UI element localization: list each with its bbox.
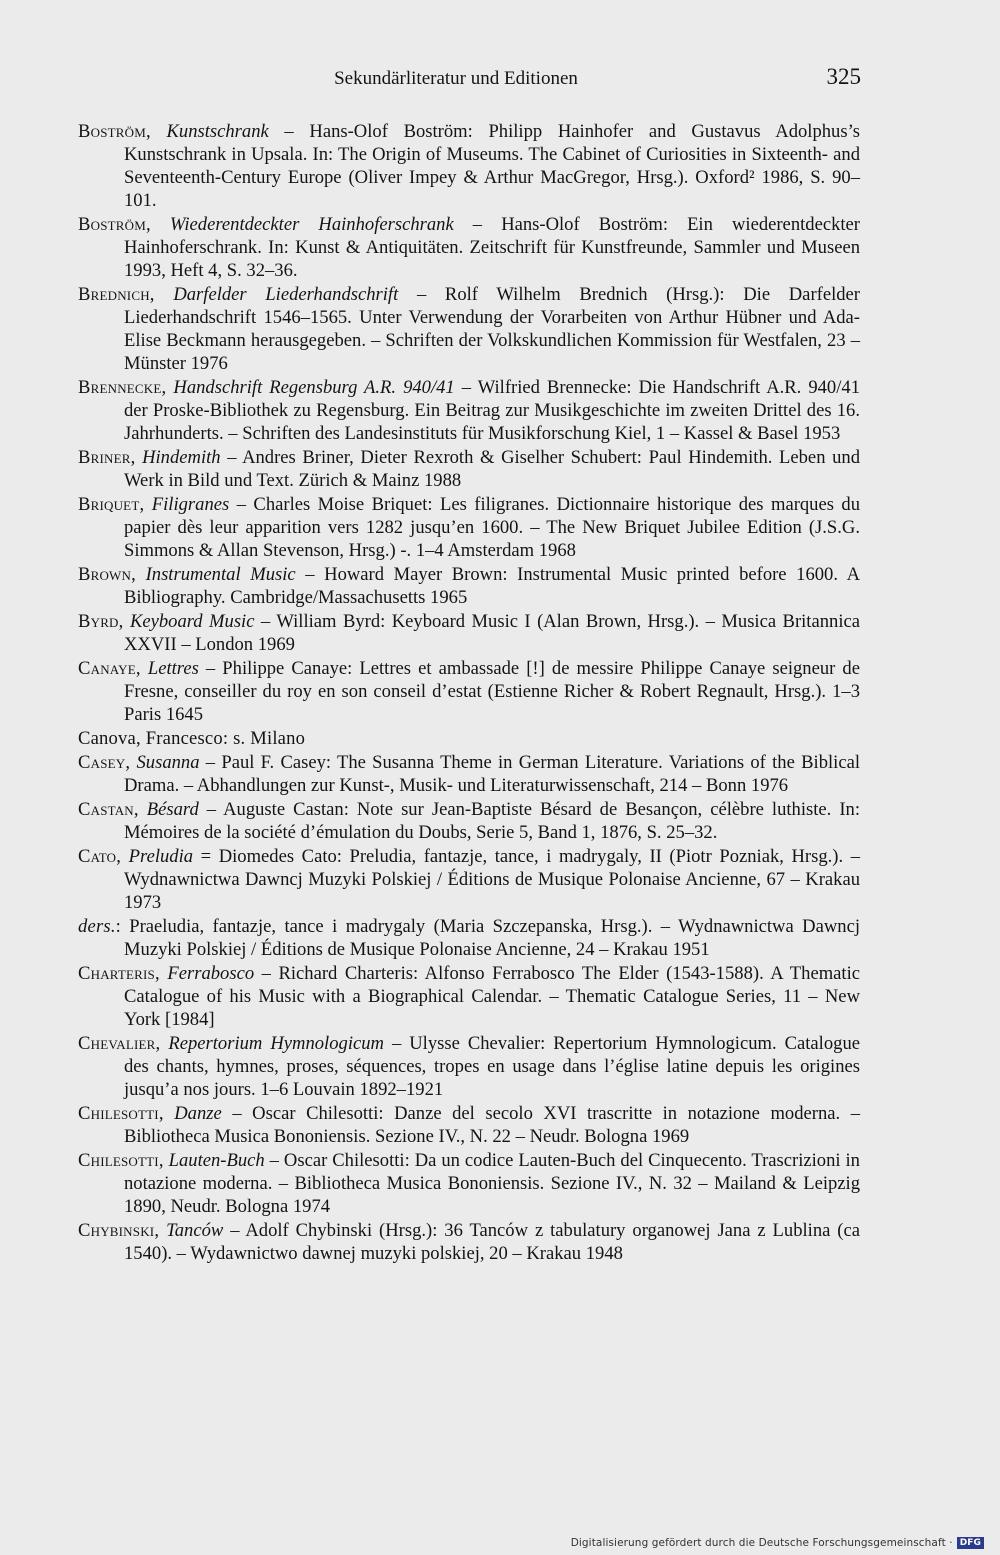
entry-author: Canaye, — [78, 658, 141, 679]
footer-credit-text: Digitalisierung gefördert durch die Deutsche Forschungsgemeinschaft · — [570, 1537, 953, 1549]
bibliography-entry — [78, 798, 860, 844]
bibliography-entry — [78, 1149, 860, 1218]
entry-text: – Richard Charteris: Alfonso Ferrabosco The Elder (1543-1588). A Thematic Catalogue of his Music with a Biographical Calendar. – Thematic Catalogue Series, 11 – New York [1984] — [124, 963, 861, 1030]
entry-text: – Rolf Wilhelm Brednich (Hrsg.): Die Darfelder Liederhandschrift 1546–1565. Unter Verwendung der Vorarbeiten von Arthur Hübner und Ada-Elise Beckmann herausgegeben. – Schriften der Volkskundlichen Kommission für Westfalen, 23 – Münster 1976 — [124, 284, 860, 374]
running-head-title: Sekundärliteratur und Editionen — [334, 68, 578, 89]
bibliography-entry — [78, 376, 860, 445]
entry-text: – Oscar Chilesotti: Da un codice Lauten-Buch del Cinquecento. Trascrizioni in notazione moderna. – Bibliotheca Musica Bononiensis. Sezione IV., N. 32 – Mailand & Leipzig 1890, Neudr. Bologna 1974 — [124, 1150, 860, 1217]
entry-short-title: Lettres — [147, 658, 199, 679]
entry-author: Chilesotti, — [78, 1103, 164, 1124]
page-number: 325 — [826, 64, 861, 89]
entry-text: – Andres Briner, Dieter Rexroth & Giselher Schubert: Paul Hindemith. Leben und Werk in Bild und Text. Zürich & Mainz 1988 — [124, 447, 860, 491]
entry-short-title: Danze — [174, 1103, 222, 1124]
entry-short-title: Instrumental Music — [145, 564, 296, 585]
entry-text: – Adolf Chybinski (Hrsg.): 36 Tanców z tabulatury organowej Jana z Lublina (ca 1540). – Wydawnictwo dawnej muzyki polskiej, 20 – Krakau 1948 — [124, 1220, 860, 1264]
entry-short-title: Lauten-Buch — [168, 1150, 265, 1171]
entry-text: : Praeludia, fantazje, tance i madrygaly (Maria Szczepanska, Hrsg.). – Wydnawnictwa Dawncj Muzyki Polskiej / Éditions de Musique Polonaise Ancienne, 24 – Krakau 1951 — [115, 916, 860, 960]
entry-author: Chilesotti, — [78, 1150, 164, 1171]
entry-text: – William Byrd: Keyboard Music I (Alan Brown, Hrsg.). – Musica Britannica XXVII – London 1969 — [124, 611, 860, 655]
entry-short-title: Wiederentdeckter Hainhoferschrank — [169, 214, 454, 235]
running-head — [0, 64, 1000, 94]
entry-author: Brednich, — [78, 284, 155, 305]
entry-short-title: Hindemith — [142, 447, 221, 468]
entry-short-title: Tanców — [166, 1220, 224, 1241]
entry-author: Cato, — [78, 846, 122, 867]
entry-text: – Ulysse Chevalier: Repertorium Hymnologicum. Catalogue des chants, hymnes, proses, séquences, tropes en usage dans l’église latine depuis les origines jusqu’a nos jours. 1–6 Louvain 1892–1921 — [124, 1033, 860, 1100]
entry-author: Castan, — [78, 799, 139, 820]
bibliography-list — [78, 120, 860, 1266]
entry-text: – Hans-Olof Boström: Philipp Hainhofer and Gustavus Adolphus’s Kunstschrank in Upsala. In: The Origin of Museums. The Cabinet of Curiosities in Sixteenth- and Seventeenth-Century Europe (Oliver Impey & Arthur MacGregor, Hrsg.). Oxford² 1986, S. 90–101. — [124, 121, 860, 211]
entry-short-title: Handschrift Regensburg A.R. 940/41 — [173, 377, 455, 398]
entry-author: Brennecke, — [78, 377, 167, 398]
bibliography-entry — [78, 1219, 860, 1265]
entry-author: Casey, — [78, 752, 131, 773]
dfg-logo: DFG — [957, 1537, 984, 1549]
entry-author: Briner, — [78, 447, 136, 468]
entry-author: Canova, Francesco: s. Milano — [78, 728, 306, 749]
bibliography-entry — [78, 446, 860, 492]
entry-short-title: Kunstschrank — [166, 121, 269, 142]
entry-text: – Howard Mayer Brown: Instrumental Music printed before 1600. A Bibliography. Cambridge/Massachusetts 1965 — [124, 564, 860, 608]
entry-author: Briquet, — [78, 494, 145, 515]
bibliography-entry — [78, 213, 860, 282]
bibliography-entry — [78, 283, 860, 375]
bibliography-entry — [78, 1102, 860, 1148]
entry-author: ders. — [78, 916, 116, 937]
entry-text: – Charles Moise Briquet: Les filigranes. Dictionnaire historique des marques du papier dès leur apparition vers 1282 jusqu’en 1600. – The New Briquet Jubilee Edition (J.S.G. Simmons & Allan Stevenson, Hrsg.) -. 1–4 Amsterdam 1968 — [124, 494, 861, 561]
bibliography-entry — [78, 1032, 860, 1101]
bibliography-entry — [78, 610, 860, 656]
entry-short-title: Susanna — [136, 752, 200, 773]
bibliography-entry — [78, 563, 860, 609]
entry-text: – Paul F. Casey: The Susanna Theme in German Literature. Variations of the Biblical Drama. – Abhandlungen zur Kunst-, Musik- und Literaturwissenschaft, 214 – Bonn 1976 — [124, 752, 860, 796]
entry-text: – Philippe Canaye: Lettres et ambassade [!] de messire Philippe Canaye seigneur de Fresne, conseiller du roy en son conseil d’estat (Estienne Richer & Robert Regnault, Hrsg.). 1–3 Paris 1645 — [124, 658, 860, 725]
entry-text: = Diomedes Cato: Preludia, fantazje, tance, i madrygaly, II (Piotr Pozniak, Hrsg.). – Wydnawnictwa Dawncj Muzyki Polskiej / Éditions de Musique Polonaise Ancienne, 67 – Krakau 1973 — [124, 846, 860, 913]
entry-author: Byrd, — [78, 611, 124, 632]
entry-text: – Hans-Olof Boström: Ein wiederentdeckter Hainhoferschrank. In: Kunst & Antiquitäten. Zeitschrift für Kunstfreunde, Sammler und Museen 1993, Heft 4, S. 32–36. — [124, 214, 860, 281]
entry-short-title: Preludia — [128, 846, 194, 867]
entry-author: Boström, — [78, 214, 151, 235]
bibliography-entry — [78, 493, 860, 562]
footer-credit — [571, 1537, 984, 1549]
bibliography-entry — [78, 657, 860, 726]
entry-short-title: Darfelder Liederhandschrift — [173, 284, 399, 305]
entry-text: – Wilfried Brennecke: Die Handschrift A.R. 940/41 der Proske-Bibliothek zu Regensburg. Ein Beitrag zur Musikgeschichte im zweiten Drittel des 16. Jahrhunderts. – Schriften des Landesinstituts für Musikforschung Kiel, 1 – Kassel & Basel 1953 — [124, 377, 860, 444]
entry-author: Boström, — [78, 121, 151, 142]
entry-short-title: Filigranes — [151, 494, 230, 515]
entry-author: Chevalier, — [78, 1033, 161, 1054]
bibliography-entry — [78, 962, 860, 1031]
entry-text: – Auguste Castan: Note sur Jean-Baptiste Bésard de Besançon, célèbre luthiste. In: Mémoires de la société d’émulation du Doubs, Serie 5, Band 1, 1876, S. 25–32. — [124, 799, 860, 843]
entry-author: Chybinski, — [78, 1220, 160, 1241]
entry-short-title: Bésard — [146, 799, 199, 820]
entry-short-title: Keyboard Music — [129, 611, 255, 632]
bibliography-entry — [78, 120, 860, 212]
entry-short-title: Ferrabosco — [167, 963, 255, 984]
entry-text: – Oscar Chilesotti: Danze del secolo XVI trascritte in notazione moderna. – Bibliotheca Musica Bononiensis. Sezione IV., N. 22 – Neudr. Bologna 1969 — [124, 1103, 860, 1147]
bibliography-entry — [78, 727, 860, 750]
entry-short-title: Repertorium Hymnologicum — [168, 1033, 384, 1054]
bibliography-entry — [78, 915, 860, 961]
entry-author: Charteris, — [78, 963, 160, 984]
bibliography-entry — [78, 845, 860, 914]
bibliography-entry — [78, 751, 860, 797]
entry-author: Brown, — [78, 564, 136, 585]
